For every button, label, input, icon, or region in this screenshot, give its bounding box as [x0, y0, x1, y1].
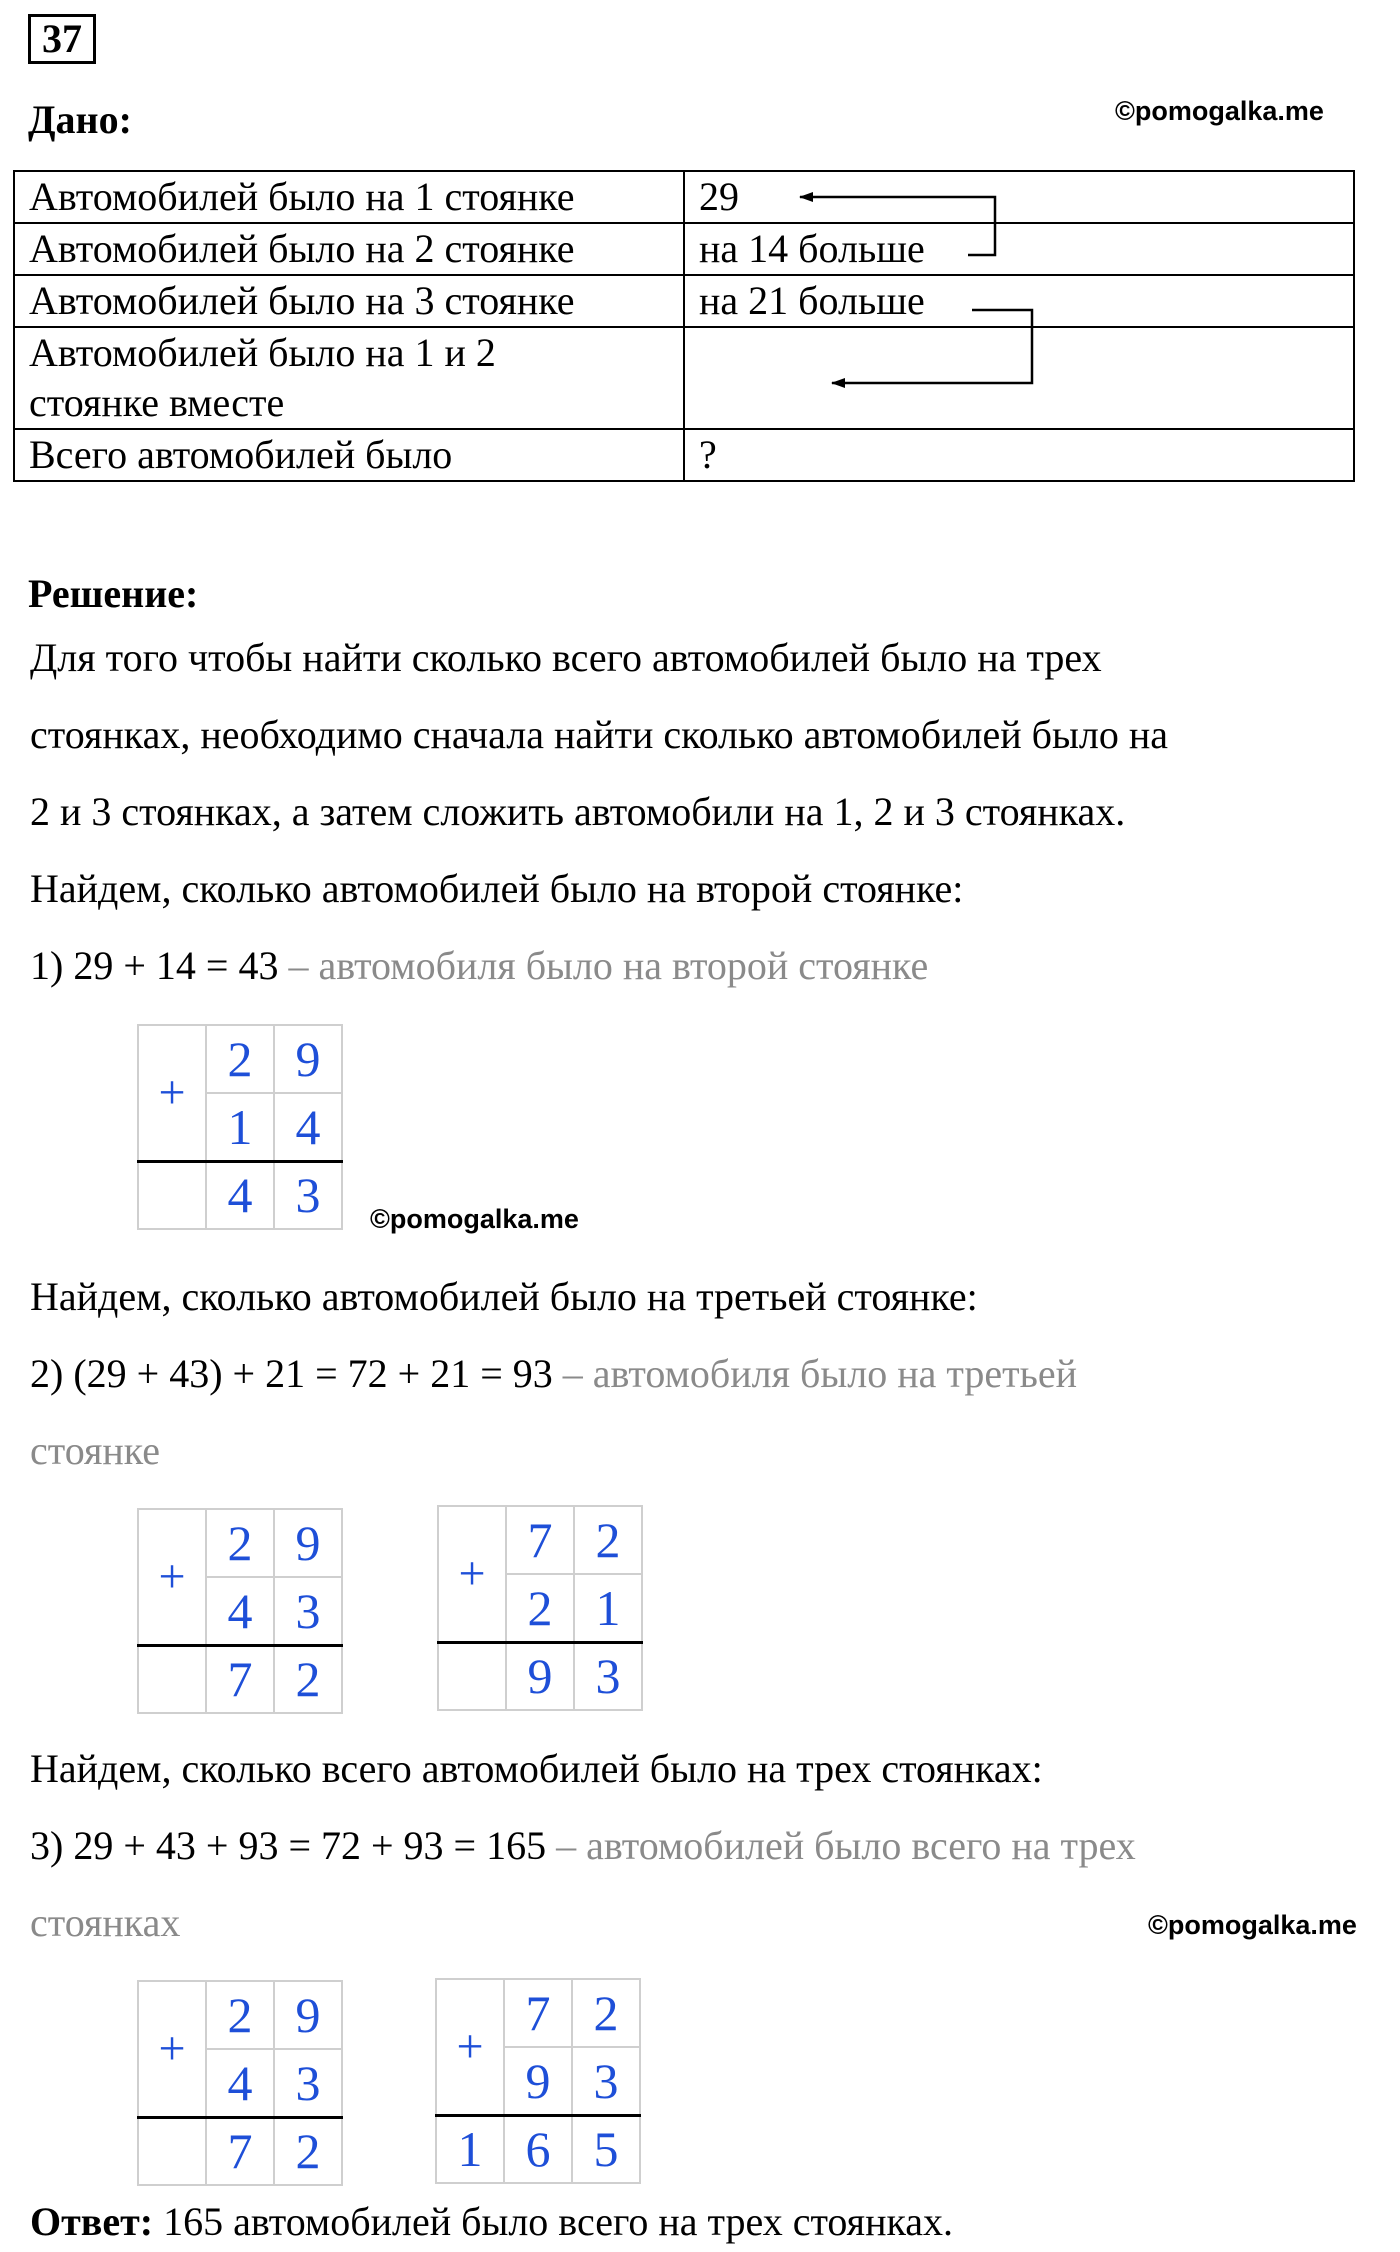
step1-expression: 1) 29 + 14 = 43 – автомобиля было на второй стоянке [30, 943, 929, 988]
digit: 1 [574, 1574, 642, 1642]
digit: 7 [206, 2117, 274, 2185]
plus-sign: + [438, 1506, 506, 1642]
digit [138, 1645, 206, 1713]
digit [138, 2117, 206, 2185]
column-addition-5 [435, 1978, 641, 2184]
digit: 7 [506, 1506, 574, 1574]
digit: 6 [504, 2115, 572, 2183]
given-value: на 14 больше [684, 223, 1354, 275]
given-label: Автомобилей было на 3 стоянке [14, 275, 684, 327]
given-heading: Дано: [28, 97, 132, 142]
digit: 3 [274, 2049, 342, 2117]
digit: 3 [274, 1161, 342, 1229]
digit: 5 [572, 2115, 640, 2183]
watermark-top: ©pomogalka.me [1115, 96, 1324, 126]
digit: 1 [436, 2115, 504, 2183]
answer-label: Ответ: [30, 2199, 154, 2244]
plus-sign: + [138, 1981, 206, 2117]
given-label: Всего автомобилей было [14, 429, 684, 481]
intro-line: стоянках, необходимо сначала найти сколько автомобилей было на [30, 712, 1169, 757]
column-addition-3 [437, 1505, 643, 1711]
intro-line: Для того чтобы найти сколько всего автомобилей было на трех [30, 635, 1102, 680]
column-addition-1 [137, 1024, 343, 1230]
digit: 9 [274, 1025, 342, 1093]
watermark-mid: ©pomogalka.me [370, 1204, 579, 1234]
digit: 2 [506, 1574, 574, 1642]
digit [138, 1161, 206, 1229]
given-value: ? [684, 429, 1354, 481]
step2-expression: 2) (29 + 43) + 21 = 72 + 21 = 93 – автомобиля было на третьей [30, 1351, 1077, 1396]
solution-heading: Решение: [28, 571, 199, 616]
given-label: Автомобилей было на 1 стоянке [14, 171, 684, 223]
digit: 7 [504, 1979, 572, 2047]
digit: 3 [574, 1642, 642, 1710]
given-label: Автомобилей было на 1 и 2 стоянке вместе [14, 327, 684, 429]
plus-sign: + [138, 1509, 206, 1645]
arrow-2-to-1 [800, 197, 995, 255]
digit: 2 [206, 1509, 274, 1577]
step3-lead: Найдем, сколько всего автомобилей было на трех стоянках: [30, 1746, 1043, 1791]
step2-lead: Найдем, сколько автомобилей было на третьей стоянке: [30, 1274, 978, 1319]
digit: 9 [506, 1642, 574, 1710]
plus-sign: + [138, 1025, 206, 1161]
given-value: на 21 больше [684, 275, 1354, 327]
digit: 9 [274, 1509, 342, 1577]
arrow-3-to-12 [832, 310, 1032, 383]
watermark-bottom: ©pomogalka.me [1148, 1910, 1357, 1940]
digit: 4 [206, 1577, 274, 1645]
digit: 4 [274, 1093, 342, 1161]
step3-note-continued: стоянках [30, 1900, 181, 1945]
digit: 2 [206, 1025, 274, 1093]
relation-arrows [0, 0, 1400, 500]
step1-lead: Найдем, сколько автомобилей было на второй стоянке: [30, 866, 964, 911]
step3-expression: 3) 29 + 43 + 93 = 72 + 93 = 165 – автомобилей было всего на трех [30, 1823, 1136, 1868]
digit: 1 [206, 1093, 274, 1161]
digit: 7 [206, 1645, 274, 1713]
digit: 4 [206, 1161, 274, 1229]
digit: 3 [572, 2047, 640, 2115]
digit: 2 [206, 1981, 274, 2049]
digit: 2 [574, 1506, 642, 1574]
digit: 4 [206, 2049, 274, 2117]
digit: 9 [504, 2047, 572, 2115]
step2-note-continued: стоянке [30, 1428, 160, 1473]
digit: 3 [274, 1577, 342, 1645]
digit: 2 [274, 2117, 342, 2185]
plus-sign: + [436, 1979, 504, 2115]
answer-text: 165 автомобилей было всего на трех стоянках. [153, 2199, 954, 2244]
column-addition-2 [137, 1508, 343, 1714]
intro-line: 2 и 3 стоянках, а затем сложить автомобили на 1, 2 и 3 стоянках. [30, 789, 1126, 834]
digit: 9 [274, 1981, 342, 2049]
digit: 2 [572, 1979, 640, 2047]
digit: 2 [274, 1645, 342, 1713]
given-value: 29 [684, 171, 1354, 223]
given-label: Автомобилей было на 2 стоянке [14, 223, 684, 275]
answer [30, 2198, 953, 2245]
digit [438, 1642, 506, 1710]
column-addition-4 [137, 1980, 343, 2186]
task-number: 37 [28, 14, 96, 64]
